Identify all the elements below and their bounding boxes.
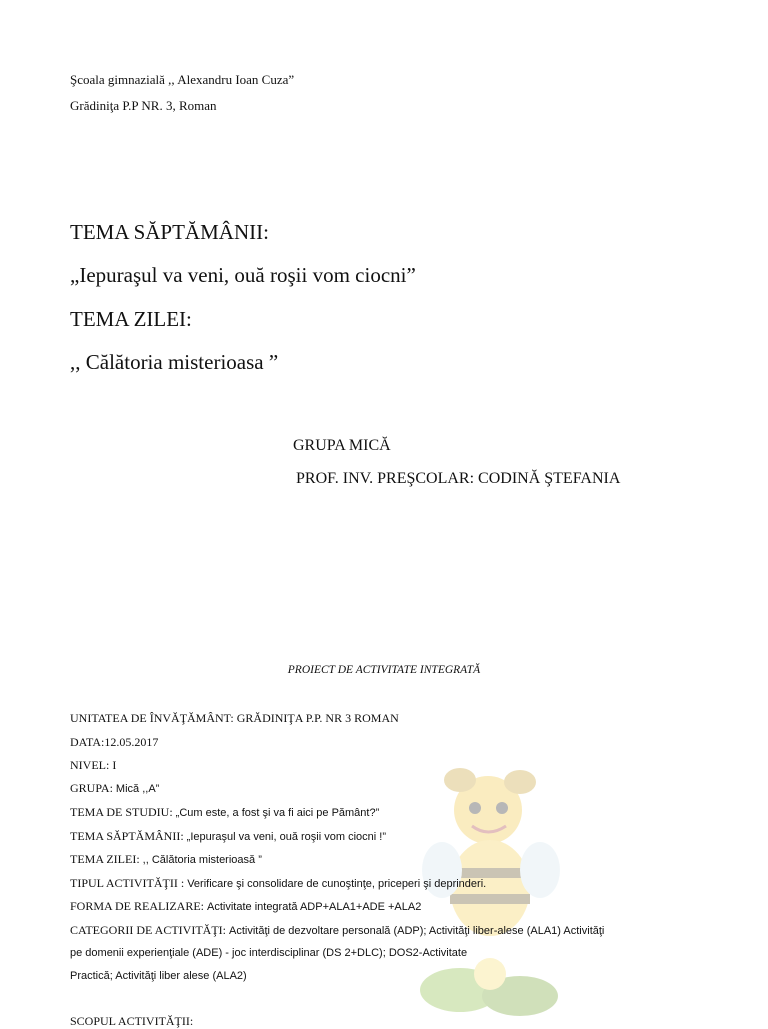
field-categories: [70, 923, 604, 938]
field-label: FORMA DE REALIZARE:: [70, 899, 208, 913]
field-study-theme: [70, 805, 379, 820]
field-week-theme: [70, 829, 386, 844]
week-theme: „Iepuraşul va veni, ouă roşii vom ciocni”: [70, 263, 416, 287]
field-label: NIVEL: I: [70, 758, 117, 772]
day-theme-label: TEMA ZILEI:: [70, 307, 192, 331]
field-value: „Cum este, a fost şi va fi aici pe Pământ?”: [175, 807, 380, 819]
field-value: Mică ,,A”: [115, 783, 160, 795]
field-label: CATEGORII DE ACTIVITĂŢI:: [70, 923, 229, 937]
field-value: „Iepuraşul va veni, ouă roşii vom ciocni !”: [186, 831, 386, 843]
bee-illustration: [420, 760, 560, 1024]
field-day-theme: [70, 852, 262, 867]
field-label: DATA:12.05.2017: [70, 735, 159, 749]
field-label: TIPUL ACTIVITĂŢII :: [70, 876, 188, 890]
field-date: [70, 735, 158, 750]
day-theme: ,, Călătoria misterioasa ”: [70, 350, 279, 374]
group-title: GRUPA MICĂ: [293, 437, 391, 454]
field-unit: [70, 711, 399, 726]
field-form: [70, 899, 421, 914]
field-value: Activitate integrată ADP+ALA1+ADE +ALA2: [207, 901, 422, 913]
project-heading: PROIECT DE ACTIVITATE INTEGRATĂ: [287, 664, 481, 676]
field-label: UNITATEA DE ÎNVĂŢĂMÂNT: GRĂDINIŢA P.P. NR 3 ROMAN: [70, 711, 399, 725]
categories-line: Practică; Activităţi liber alese (ALA2): [70, 970, 247, 982]
field-level: [70, 758, 116, 773]
field-value: Verificare şi consolidare de cunoştinţe, priceperi şi deprinderi.: [187, 878, 487, 890]
scope-label: SCOPUL ACTIVITĂŢII:: [70, 1014, 194, 1028]
kindergarten-name: Grădiniţa P.P NR. 3, Roman: [70, 98, 217, 113]
field-label: TEMA SĂPTĂMÂNII:: [70, 829, 187, 843]
teacher-name: PROF. INV. PREŞCOLAR: CODINĂ ŞTEFANIA: [296, 470, 621, 487]
field-value: ,, Călătoria misterioasă ”: [142, 854, 262, 866]
field-label: TEMA DE STUDIU:: [70, 805, 176, 819]
field-label: GRUPA:: [70, 781, 116, 795]
field-label: TEMA ZILEI:: [70, 852, 143, 866]
categories-line: Activităţi de dezvoltare personală (ADP); Activităţi liber-alese (ALA1) Activităţi: [228, 925, 605, 937]
school-name: Şcoala gimnazială ,, Alexandru Ioan Cuza”: [70, 72, 295, 87]
categories-line: pe domenii experienţiale (ADE) - joc interdisciplinar (DS 2+DLC); DOS2-Activitate: [70, 947, 468, 959]
field-group: [70, 781, 159, 796]
field-activity-type: [70, 876, 486, 891]
week-theme-label: TEMA SĂPTĂMÂNII:: [70, 220, 269, 244]
